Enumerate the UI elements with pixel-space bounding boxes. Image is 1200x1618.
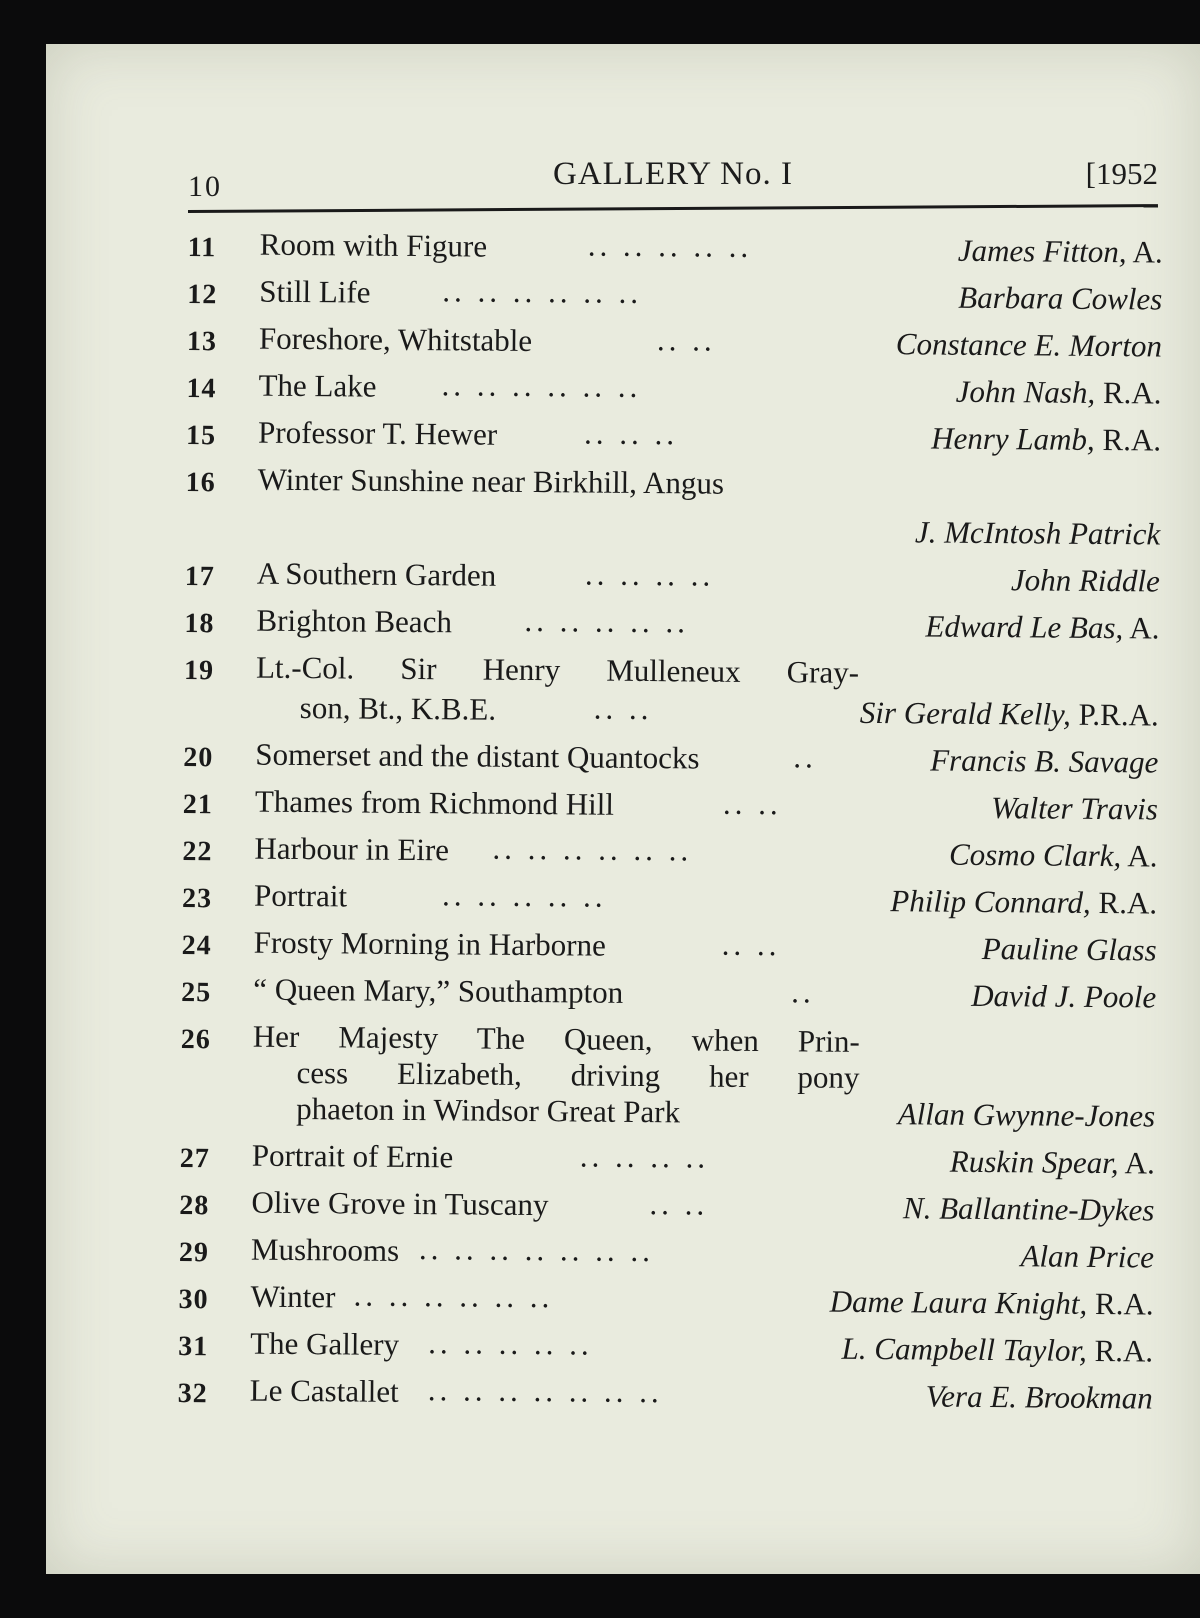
entry-number: 24 [181, 929, 212, 962]
catalogue-entry [187, 265, 1162, 321]
entry-title: Room with Figure [259, 226, 488, 264]
entry-title: Somerset and the distant Quantocks [255, 736, 700, 776]
catalogue-entry [178, 1364, 1153, 1420]
catalogue-entry [180, 1129, 1155, 1185]
dot-leader: .. .. .. [583, 415, 679, 452]
dot-leader: .. .. .. .. .. [441, 877, 607, 914]
entry-title: The Lake [258, 367, 377, 404]
entry-title: A Southern Garden [256, 555, 497, 593]
entry-title-line: Her Majesty The Queen, when Prin- [252, 1018, 860, 1059]
catalogue-entry [184, 594, 1159, 650]
catalogue-entry [182, 869, 1157, 925]
dot-leader: .. .. .. .. .. .. [353, 1277, 554, 1315]
entry-title: Portrait [253, 877, 348, 914]
entry-artist: David J. Poole [971, 977, 1157, 1015]
entry-title: Foreshore, Whitstable [258, 320, 533, 359]
entry-artist: Philip Connard, R.A. [890, 883, 1158, 921]
entry-number: 19 [183, 654, 215, 687]
entry-title: Mushrooms [250, 1231, 400, 1268]
dot-leader: .. .. .. .. .. [587, 227, 753, 264]
dot-leader: .. .. .. .. .. .. .. [418, 1231, 655, 1269]
page-number: 10 [188, 170, 222, 203]
entry-title: Le Castallet [249, 1372, 399, 1409]
dot-leader: .. .. .. .. .. .. [442, 273, 643, 310]
entry-title-line: phaeton in Windsor Great Park [296, 1090, 681, 1130]
entry-number: 18 [184, 607, 215, 640]
catalogue-entry [181, 916, 1156, 972]
dot-leader: .. .. [593, 690, 653, 727]
catalogue-entry [185, 547, 1160, 603]
entry-number: 31 [178, 1330, 209, 1363]
dot-leader: .. .. [721, 926, 781, 963]
dot-leader: .. .. .. .. .. [428, 1325, 593, 1362]
catalogue-list [178, 218, 1163, 1419]
entry-artist: James Fitton, A. [957, 232, 1163, 270]
entry-artist: N. Ballantine-Dykes [902, 1190, 1155, 1228]
entry-number: 30 [178, 1283, 209, 1316]
dot-leader: .. .. [722, 785, 782, 822]
entry-number: 16 [185, 466, 216, 499]
entry-artist: Cosmo Clark, A. [948, 836, 1158, 874]
catalogue-entry [183, 775, 1158, 831]
entry-number: 15 [185, 419, 217, 452]
entry-title: “ Queen Mary,” Southampton [253, 971, 624, 1010]
catalogue-entry [183, 728, 1158, 784]
catalogue-entry [184, 641, 1160, 737]
entry-number: 22 [182, 835, 213, 868]
page-title: GALLERY No. I [552, 156, 793, 192]
catalogue-entry [180, 1010, 1156, 1138]
entry-number: 11 [187, 231, 217, 264]
entry-number: 29 [178, 1236, 210, 1269]
entry-number: 17 [184, 560, 216, 593]
dot-leader: .. .. [656, 322, 716, 358]
entry-title: Olive Grove in Tuscany [251, 1184, 549, 1223]
entry-number: 28 [179, 1189, 210, 1222]
dot-leader: .. .. .. .. .. .. .. [427, 1372, 663, 1410]
entry-number: 14 [186, 372, 217, 405]
entry-artist: Pauline Glass [981, 930, 1157, 968]
dot-leader: .. [791, 974, 815, 1010]
entry-number: 23 [181, 882, 213, 915]
catalogue-entry [178, 1270, 1153, 1326]
entry-artist: Allan Gwynne-Jones [897, 1096, 1156, 1134]
entry-title: Harbour in Eire [254, 830, 450, 868]
dot-leader: .. .. .. .. [579, 1138, 710, 1175]
entry-artist: Francis B. Savage [930, 742, 1159, 780]
entry-artist: L. Campbell Taylor, R.A. [841, 1330, 1154, 1369]
catalogue-entry [185, 453, 1161, 556]
page-year: [1952 [1085, 156, 1158, 191]
entry-title-line: cess Elizabeth, driving her pony [296, 1054, 860, 1095]
entry-title-line: Lt.-Col. Sir Henry Mulleneux Gray- [255, 649, 860, 690]
entry-title-line: son, Bt., K.B.E. [299, 689, 497, 727]
dot-leader: .. .. .. .. .. [524, 602, 690, 640]
entry-artist: Alan Price [1020, 1238, 1155, 1275]
entry-artist: Ruskin Spear, A. [949, 1143, 1155, 1181]
entry-number: 13 [186, 325, 218, 358]
entry-number: 32 [177, 1377, 208, 1410]
catalogue-entry [182, 822, 1157, 878]
entry-artist: J. McIntosh Patrick [914, 514, 1161, 552]
entry-title: Winter [250, 1278, 336, 1315]
entry-number: 26 [180, 1023, 211, 1056]
catalogue-entry [186, 359, 1161, 415]
catalogue-entry [181, 963, 1156, 1019]
entry-title: Winter Sunshine near Birkhill, Angus [257, 461, 725, 501]
dot-leader: .. .. .. .. [584, 556, 715, 593]
entry-artist: Walter Travis [990, 790, 1159, 827]
entry-artist: Edward Le Bas, A. [925, 608, 1160, 646]
entry-artist: John Riddle [1010, 562, 1161, 599]
entry-title: Frosty Morning in Harborne [253, 924, 606, 963]
catalogue-entry [187, 312, 1162, 368]
entry-artist: John Nash, R.A. [955, 373, 1162, 411]
page-header [188, 152, 1158, 208]
entry-artist: Vera E. Brookman [925, 1378, 1153, 1416]
entry-artist: Dame Laura Knight, R.A. [829, 1283, 1154, 1322]
entry-artist: Barbara Cowles [958, 279, 1163, 317]
entry-number: 20 [183, 741, 214, 774]
entry-number: 21 [182, 788, 214, 821]
entry-artist: Constance E. Morton [895, 326, 1163, 364]
entry-title: Portrait of Ernie [251, 1137, 454, 1175]
entry-title: Thames from Richmond Hill [254, 783, 615, 822]
catalogue-entry [178, 1317, 1153, 1373]
catalogue-entry [179, 1223, 1154, 1279]
dot-leader: .. .. .. .. .. .. [441, 367, 642, 404]
entry-number: 27 [179, 1142, 210, 1175]
entry-title: Still Life [259, 273, 371, 310]
catalogue-entry [186, 406, 1161, 462]
entry-number: 12 [187, 278, 218, 311]
dot-leader: .. [793, 739, 817, 775]
catalogue-entry [179, 1176, 1154, 1232]
entry-title: Professor T. Hewer [257, 414, 498, 452]
entry-title: Brighton Beach [256, 602, 453, 640]
entry-artist: Henry Lamb, R.A. [931, 420, 1162, 458]
dot-leader: .. .. .. .. .. .. [492, 830, 693, 868]
catalogue-entry [188, 218, 1163, 274]
entry-artist: Sir Gerald Kelly, P.R.A. [859, 694, 1159, 733]
entry-title: The Gallery [250, 1325, 400, 1362]
dot-leader: .. .. [649, 1186, 709, 1222]
entry-number: 25 [181, 976, 212, 1009]
